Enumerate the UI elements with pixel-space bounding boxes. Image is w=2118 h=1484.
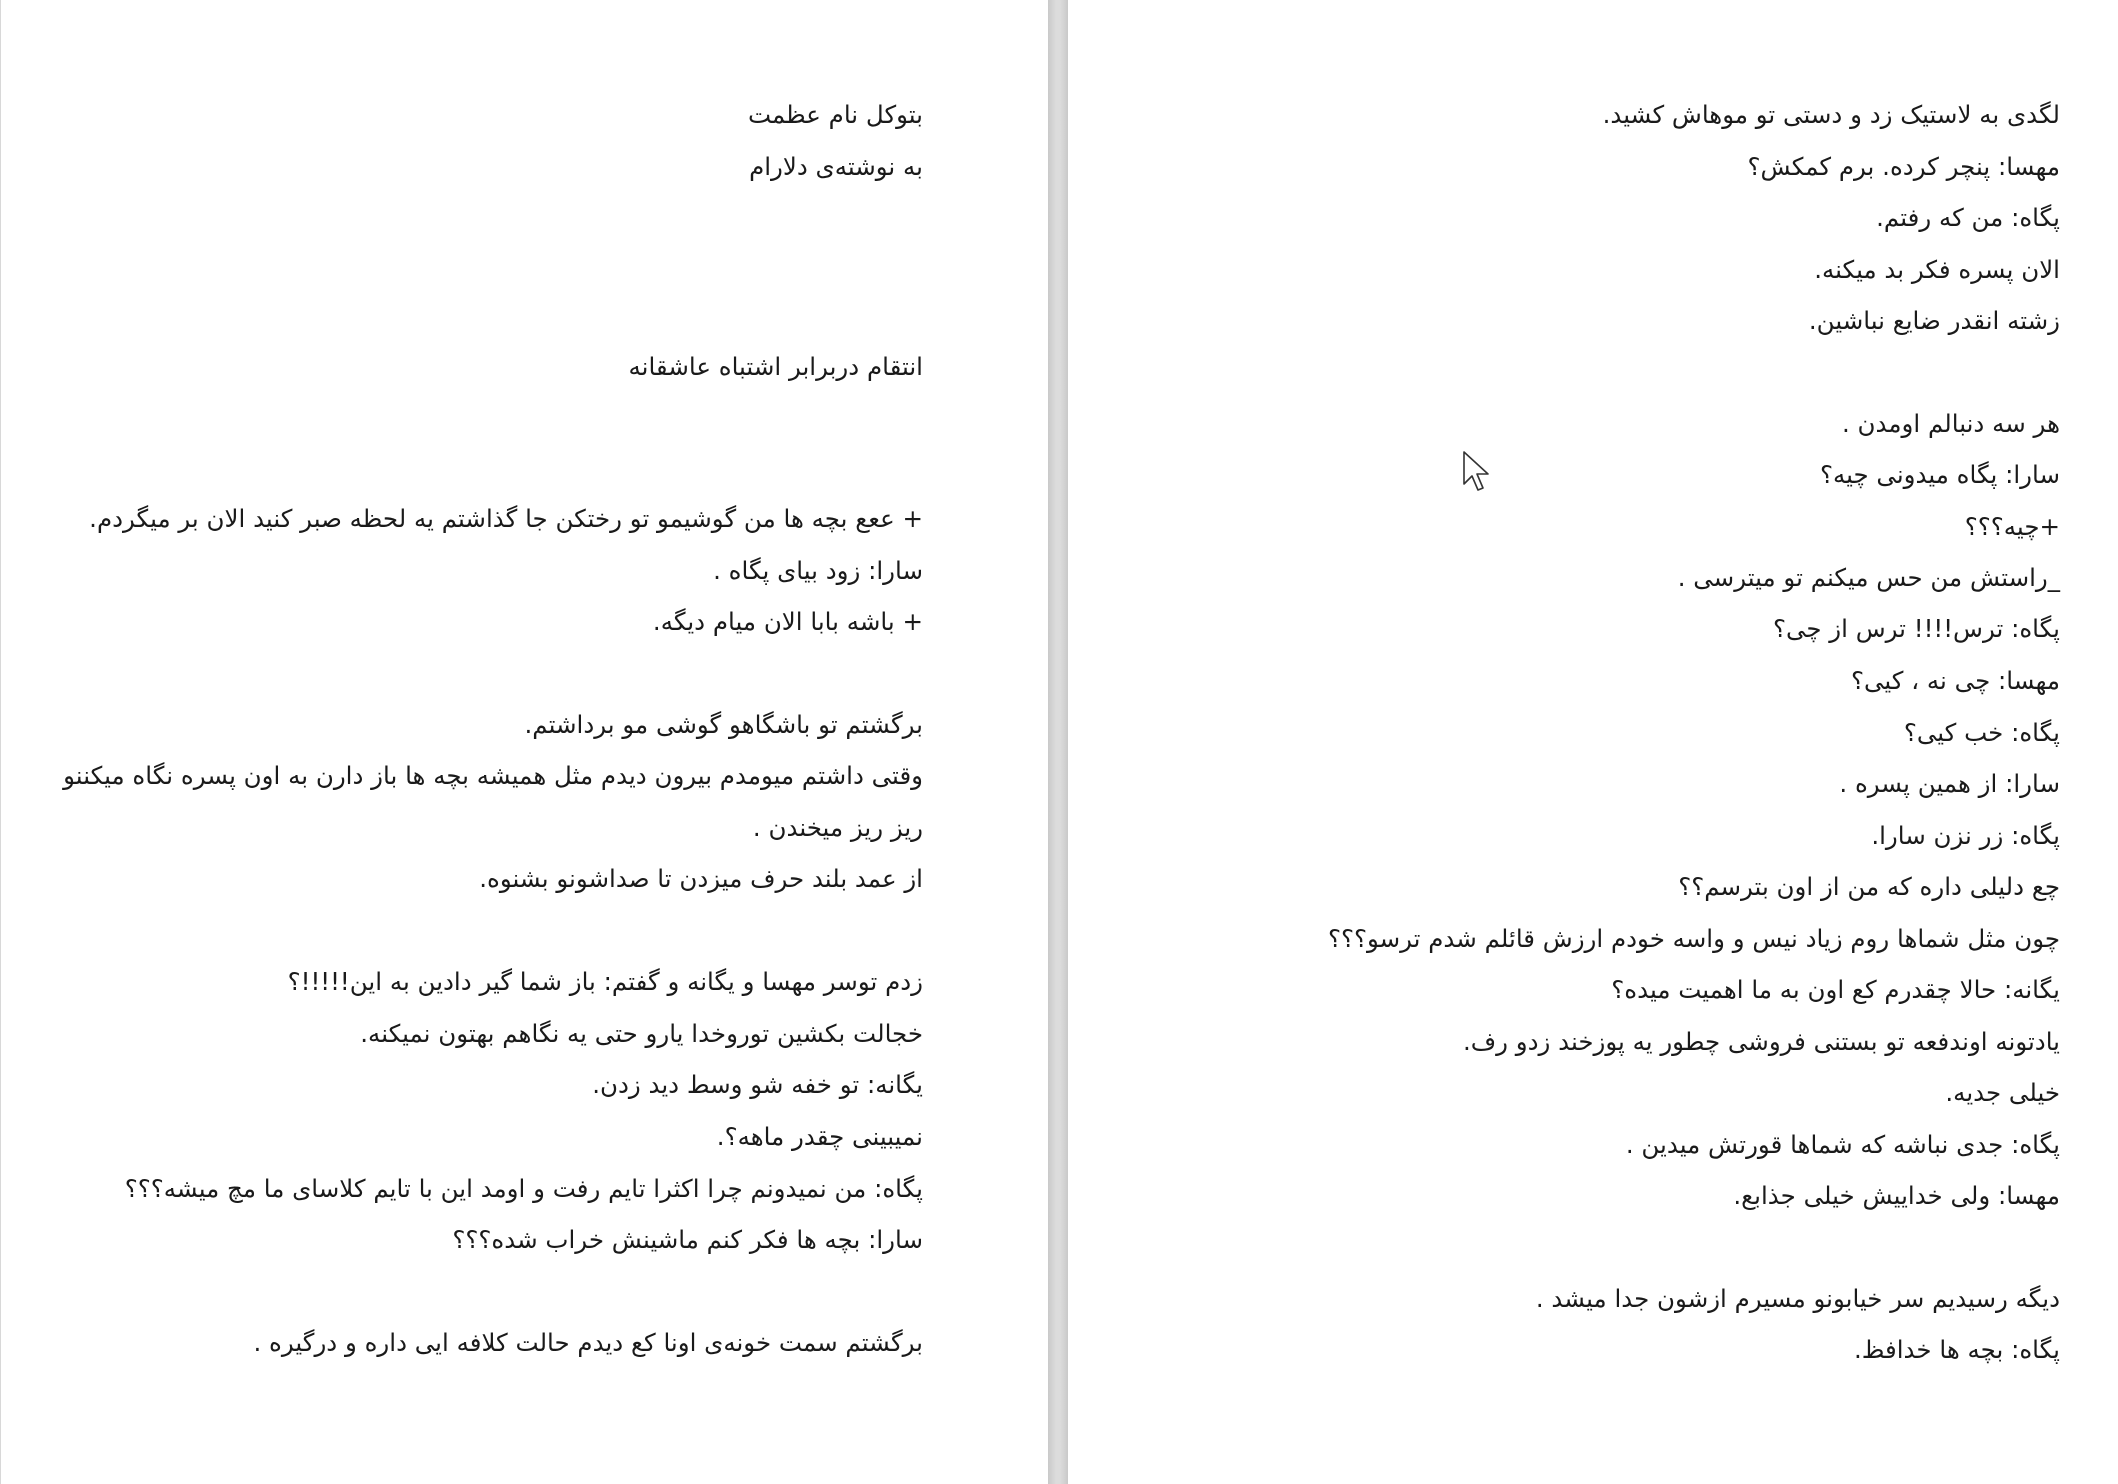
text-line: به نوشته‌ی دلارام bbox=[749, 152, 923, 181]
text-line: انتقام دربرابر اشتباه عاشقانه bbox=[628, 352, 923, 381]
page-left bbox=[0, 0, 1048, 1484]
mouse-pointer-icon bbox=[1462, 450, 1492, 492]
page-right bbox=[1068, 0, 2118, 1484]
text-line: _راستش من حس میکنم تو میترسی . bbox=[1677, 563, 2060, 592]
text-line: پگاه: من نمیدونم چرا اکثرا تایم رفت و اومد این با تایم کلاسای ما مچ میشه؟؟؟ bbox=[124, 1174, 923, 1203]
text-line: هر سه دنبالم اومدن . bbox=[1841, 409, 2060, 438]
text-line: از عمد بلند حرف میزدن تا صداشونو بشنوه. bbox=[479, 864, 923, 893]
text-line: بتوکل نام عظمت bbox=[747, 100, 923, 129]
text-line: پگاه: ترس!!!! ترس از چی؟ bbox=[1772, 614, 2060, 643]
text-line: ریز ریز میخندن . bbox=[752, 813, 923, 842]
text-line: +چیه؟؟؟ bbox=[1964, 512, 2060, 541]
text-line: پگاه: من که رفتم. bbox=[1876, 203, 2060, 232]
text-line: پگاه: زر نزن سارا. bbox=[1871, 821, 2060, 850]
text-line: وقتی داشتم میومدم بیرون دیدم مثل همیشه بچه ها باز دارن به اون پسره نگاه میکننو bbox=[63, 761, 923, 790]
text-line: یادتونه اوندفعه تو بستنی فروشی چطور یه پوزخند زدو رف. bbox=[1462, 1027, 2060, 1056]
text-line: مهسا: چی نه ، کیی؟ bbox=[1850, 666, 2060, 695]
text-line: + باشه بابا الان میام دیگه. bbox=[652, 607, 923, 636]
text-line: خیلی جدیه. bbox=[1945, 1078, 2060, 1107]
page-gutter bbox=[1048, 0, 1068, 1484]
text-line: برگشتم تو باشگاهو گوشی مو برداشتم. bbox=[524, 710, 923, 739]
text-line: خجالت بکشین توروخدا یارو حتی یه نگاهم بهتون نمیکنه. bbox=[360, 1019, 923, 1048]
text-line: یگانه: حالا چقدرم کع اون به ما اهمیت میده؟ bbox=[1611, 975, 2060, 1004]
text-line: مهسا: پنچر کرده. برم کمکش؟ bbox=[1747, 152, 2060, 181]
text-line: پگاه: خب کیی؟ bbox=[1903, 718, 2060, 747]
text-line: سارا: پگاه میدونی چیه؟ bbox=[1819, 460, 2060, 489]
text-line: دیگه رسیدیم سر خیابونو مسیرم ازشون جدا میشد . bbox=[1535, 1284, 2060, 1313]
text-line: الان پسره فکر بد میکنه. bbox=[1814, 255, 2060, 284]
text-line: سارا: زود بیای پگاه . bbox=[713, 556, 923, 585]
text-line: برگشتم سمت خونه‌ی اونا کع دیدم حالت کلافه ایی داره و درگیره . bbox=[253, 1328, 923, 1357]
text-line: سارا: بچه ها فکر کنم ماشینش خراب شده؟؟؟ bbox=[452, 1225, 923, 1254]
text-line: زدم توسر مهسا و یگانه و گفتم: باز شما گیر دادین به این!!!!!؟ bbox=[287, 967, 923, 996]
text-line: سارا: از همین پسره . bbox=[1839, 769, 2060, 798]
text-line: چع دلیلی داره که من از اون بترسم؟؟ bbox=[1678, 872, 2060, 901]
text-line: لگدی به لاستیک زد و دستی تو موهاش کشید. bbox=[1602, 100, 2060, 129]
text-line: پگاه: بچه ها خدافظ. bbox=[1854, 1335, 2060, 1364]
text-line: پگاه: جدی نباشه که شماها قورتش میدین . bbox=[1625, 1130, 2060, 1159]
text-line: یگانه: تو خفه شو وسط دید زدن. bbox=[592, 1070, 923, 1099]
text-line: زشته انقدر ضایع نباشین. bbox=[1808, 306, 2060, 335]
text-line: نمیبینی چقدر ماهه؟. bbox=[716, 1122, 923, 1151]
text-line: مهسا: ولی خداییش خیلی جذابع. bbox=[1733, 1181, 2060, 1210]
text-line: چون مثل شماها روم زیاد نیس و واسه خودم ارزش قائلم شدم ترسو؟؟؟ bbox=[1327, 924, 2060, 953]
text-line: + ععع بچه ها من گوشیمو تو رختکن جا گذاشتم یه لحظه صبر کنید الان بر میگردم. bbox=[89, 504, 923, 533]
